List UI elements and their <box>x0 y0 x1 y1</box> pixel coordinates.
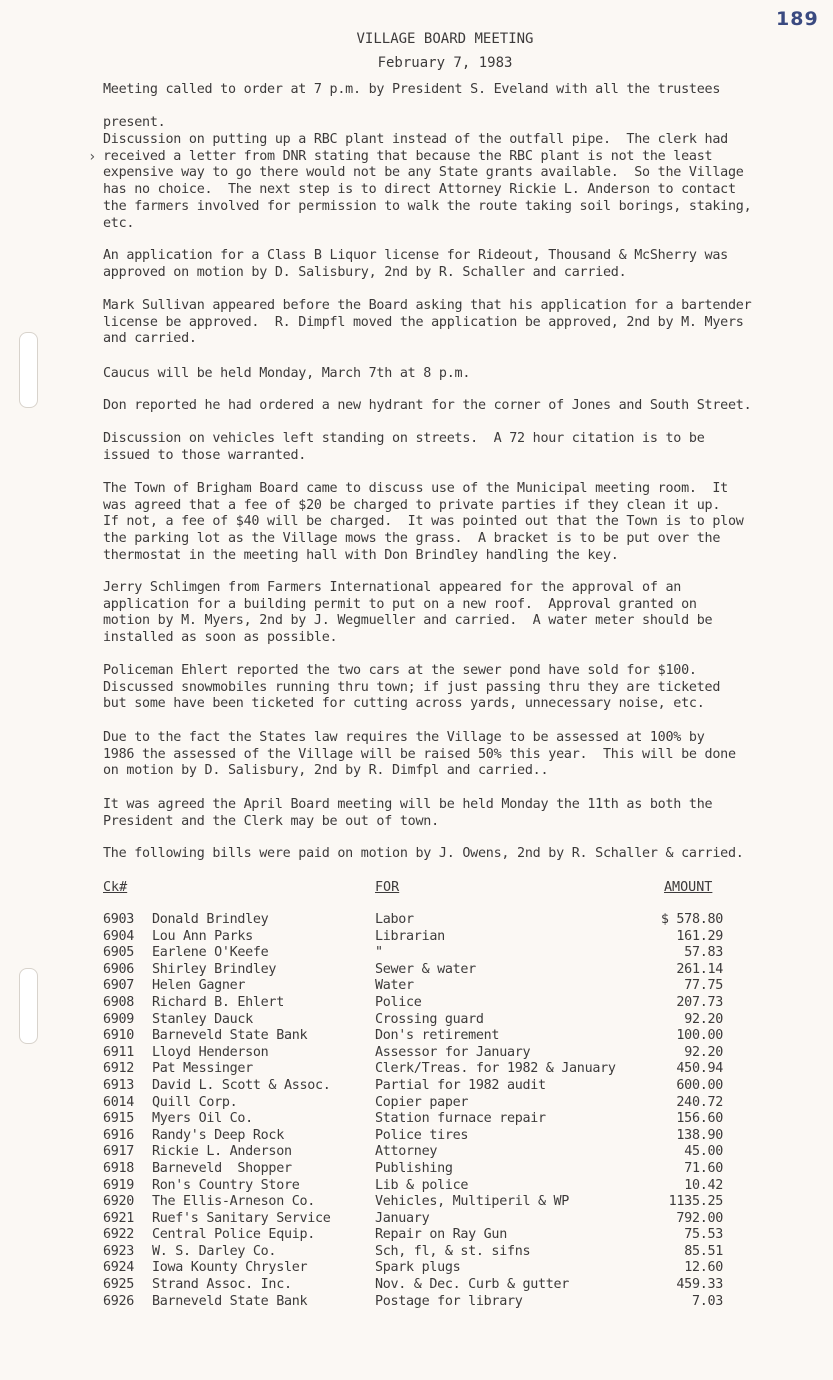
bill-purpose: Assessor for January <box>375 1044 531 1060</box>
bill-payee: David L. Scott & Assoc. <box>152 1077 331 1093</box>
bills-header-ck: Ck# <box>103 880 128 895</box>
bill-purpose: Clerk/Treas. for 1982 & January <box>375 1061 616 1077</box>
bill-row <box>0 962 833 979</box>
paragraph-rbc-plant: Discussion on putting up a RBC plant instead of the outfall pipe. The clerk had received a letter from DNR stating that because the RBC plant is not the least expensive way to go there would not be any State grants available. So the Village has no choice. The next step is to direct Attorney Rickie L. Anderson to contact the farmers involved for permission to walk the route taking soil borings, staking, etc. <box>103 132 752 231</box>
bill-row <box>0 1244 833 1261</box>
bill-check-number: 6907 <box>103 978 135 994</box>
bill-row <box>0 1061 833 1078</box>
bill-amount: 450.94 <box>676 1061 723 1077</box>
bill-amount: 261.14 <box>676 961 723 977</box>
bills-header-for: FOR <box>375 880 400 895</box>
bill-check-number: 6924 <box>103 1260 135 1276</box>
bill-check-number: 6910 <box>103 1028 135 1044</box>
bill-row <box>0 1194 833 1211</box>
paragraph-bills-motion: The following bills were paid on motion by J. Owens, 2nd by R. Schaller & carried. <box>103 846 744 861</box>
bill-row <box>0 1045 833 1062</box>
bill-amount: 92.20 <box>684 1044 723 1060</box>
bill-row <box>0 1294 833 1311</box>
bill-row <box>0 1260 833 1277</box>
bill-amount: 92.20 <box>684 1011 723 1027</box>
bill-purpose: Sch, fl, & st. sifns <box>375 1243 531 1259</box>
bill-purpose: Attorney <box>375 1144 438 1160</box>
bill-row <box>0 1227 833 1244</box>
bill-payee: Barneveld State Bank <box>152 1028 308 1044</box>
bill-payee: Barneveld Shopper <box>152 1160 292 1176</box>
bill-payee: Central Police Equip. <box>152 1227 315 1243</box>
paragraph-vehicles: Discussion on vehicles left standing on streets. A 72 hour citation is to be issued to those warranted. <box>103 431 705 463</box>
bill-purpose: Police tires <box>375 1127 469 1143</box>
bill-payee: Helen Gagner <box>152 978 246 994</box>
bill-amount: 138.90 <box>676 1127 723 1143</box>
bill-check-number: 6014 <box>103 1094 135 1110</box>
bill-amount: 85.51 <box>684 1243 723 1259</box>
bill-row <box>0 1028 833 1045</box>
paragraph-assessment: Due to the fact the States law requires the Village to be assessed at 100% by 1986 the assessed of the Village will be raised 50% this year. This will be done on motion by D. Salisbury, 2nd by R. Dimfpl and carried.. <box>103 730 736 779</box>
bill-amount: 75.53 <box>684 1227 723 1243</box>
bill-check-number: 6911 <box>103 1044 135 1060</box>
paragraph-hydrant: Don reported he had ordered a new hydrant for the corner of Jones and South Street. <box>103 398 752 413</box>
paragraph-liquor-license: An application for a Class B Liquor license for Rideout, Thousand & McSherry was approved on motion by D. Salisbury, 2nd by R. Schaller and carried. <box>103 248 728 280</box>
bill-check-number: 6918 <box>103 1160 135 1176</box>
bill-payee: Barneveld State Bank <box>152 1293 308 1309</box>
bill-purpose: Partial for 1982 audit <box>375 1077 546 1093</box>
bill-payee: Strand Assoc. Inc. <box>152 1277 292 1293</box>
bill-payee: Donald Brindley <box>152 912 269 927</box>
bill-amount: 207.73 <box>676 994 723 1010</box>
bill-purpose: Publishing <box>375 1160 453 1176</box>
bill-amount: 792.00 <box>676 1210 723 1226</box>
bill-row <box>0 1144 833 1161</box>
page-number: 189 <box>776 8 819 30</box>
bill-row <box>0 1277 833 1294</box>
bill-check-number: 6916 <box>103 1127 135 1143</box>
bill-purpose: Postage for library <box>375 1293 523 1309</box>
bill-row <box>0 1111 833 1128</box>
handwritten-tick-mark: › <box>88 149 97 165</box>
bill-check-number: 6919 <box>103 1177 135 1193</box>
bill-check-number: 6904 <box>103 928 135 944</box>
bill-payee: Quill Corp. <box>152 1094 238 1110</box>
bill-payee: Earlene O'Keefe <box>152 945 269 961</box>
bill-purpose: Water <box>375 978 414 994</box>
bill-amount: 1135.25 <box>668 1194 723 1210</box>
bill-check-number: 6921 <box>103 1210 135 1226</box>
bill-row <box>0 945 833 962</box>
bill-row <box>0 1012 833 1029</box>
bill-row <box>0 1178 833 1195</box>
bill-check-number: 6903 <box>103 912 135 927</box>
bill-amount: $ 578.80 <box>660 912 723 927</box>
bill-payee: Shirley Brindley <box>152 961 277 977</box>
bill-purpose: Librarian <box>375 928 445 944</box>
bill-amount: 156.60 <box>676 1111 723 1127</box>
bill-row <box>0 929 833 946</box>
bill-purpose: January <box>375 1210 430 1226</box>
bill-check-number: 6926 <box>103 1293 135 1309</box>
meeting-date: February 7, 1983 <box>377 55 513 71</box>
bill-row <box>0 1095 833 1112</box>
paragraph-bartender-license: Mark Sullivan appeared before the Board asking that his application for a bartender license be approved. R. Dimpfl moved the application be approved, 2nd by M. Myers and carried. <box>103 298 752 347</box>
bill-row <box>0 1161 833 1178</box>
bill-payee: Lloyd Henderson <box>152 1044 269 1060</box>
paragraph-call-to-order: Meeting called to order at 7 p.m. by President S. Eveland with all the trustees present. <box>103 82 721 131</box>
bill-amount: 57.83 <box>684 945 723 961</box>
bill-row <box>0 1211 833 1228</box>
bill-amount: 459.33 <box>676 1277 723 1293</box>
bills-header-amount: AMOUNT <box>664 880 713 895</box>
bill-amount: 45.00 <box>684 1144 723 1160</box>
bill-purpose: Nov. & Dec. Curb & gutter <box>375 1277 570 1293</box>
bill-payee: Stanley Dauck <box>152 1011 253 1027</box>
bill-amount: 161.29 <box>676 928 723 944</box>
bill-amount: 12.60 <box>684 1260 723 1276</box>
bill-payee: W. S. Darley Co. <box>152 1243 277 1259</box>
bill-purpose: Vehicles, Multiperil & WP <box>375 1194 570 1210</box>
bill-payee: Randy's Deep Rock <box>152 1127 284 1143</box>
binder-hole <box>19 332 38 408</box>
bill-check-number: 6905 <box>103 945 135 961</box>
bill-row <box>0 978 833 995</box>
bill-check-number: 6915 <box>103 1111 135 1127</box>
paragraph-meeting-room: The Town of Brigham Board came to discuss use of the Municipal meeting room. It was agreed that a fee of $20 be charged to private parties if they clean it up. If not, a fee of $40 will be charged. It was pointed out that the Town is to plow the parking lot as the Village mows the grass. A bracket is to be put over the thermostat in the meeting hall with Don Brindley handling the key. <box>103 481 744 563</box>
bill-amount: 7.03 <box>691 1293 723 1309</box>
bill-row <box>0 1078 833 1095</box>
document-title: VILLAGE BOARD MEETING <box>356 31 534 47</box>
bill-check-number: 6908 <box>103 994 135 1010</box>
bill-check-number: 6917 <box>103 1144 135 1160</box>
bill-check-number: 6906 <box>103 961 135 977</box>
bill-check-number: 6923 <box>103 1243 135 1259</box>
paragraph-building-permit: Jerry Schlimgen from Farmers International appeared for the approval of an application for a building permit to put on a new roof. Approval granted on motion by M. Myers, 2nd by J. Wegmueller and carried. A water meter should be installed as soon as possible. <box>103 580 713 646</box>
paragraph-caucus: Caucus will be held Monday, March 7th at 8 p.m. <box>103 366 471 381</box>
bill-check-number: 6922 <box>103 1227 135 1243</box>
bill-amount: 10.42 <box>684 1177 723 1193</box>
bill-purpose: Copier paper <box>375 1094 469 1110</box>
paragraph-police-report: Policeman Ehlert reported the two cars at the sewer pond have sold for $100. Discussed snowmobiles running thru town; if just passing thru they are ticketed but some have been ticketed for cutting across yards, unnecessary noise, etc. <box>103 663 721 712</box>
bill-purpose: " <box>375 945 383 961</box>
bill-purpose: Labor <box>375 912 414 927</box>
bill-amount: 100.00 <box>676 1028 723 1044</box>
bill-purpose: Station furnace repair <box>375 1111 546 1127</box>
bill-purpose: Don's retirement <box>375 1028 500 1044</box>
bill-purpose: Repair on Ray Gun <box>375 1227 507 1243</box>
bill-amount: 77.75 <box>684 978 723 994</box>
bill-amount: 71.60 <box>684 1160 723 1176</box>
bill-payee: Iowa Kounty Chrysler <box>152 1260 308 1276</box>
bill-check-number: 6909 <box>103 1011 135 1027</box>
bill-amount: 600.00 <box>676 1077 723 1093</box>
bill-amount: 240.72 <box>676 1094 723 1110</box>
bill-check-number: 6925 <box>103 1277 135 1293</box>
bill-payee: Ron's Country Store <box>152 1177 300 1193</box>
bill-payee: Rickie L. Anderson <box>152 1144 292 1160</box>
bill-payee: Pat Messinger <box>152 1061 253 1077</box>
bill-row <box>0 1128 833 1145</box>
bill-payee: The Ellis-Arneson Co. <box>152 1194 315 1210</box>
bill-check-number: 6912 <box>103 1061 135 1077</box>
bill-row <box>0 995 833 1012</box>
bills-table <box>0 912 833 1310</box>
bill-payee: Myers Oil Co. <box>152 1111 253 1127</box>
paragraph-april-meeting: It was agreed the April Board meeting will be held Monday the 11th as both the President and the Clerk may be out of town. <box>103 797 713 829</box>
bill-payee: Ruef's Sanitary Service <box>152 1210 331 1226</box>
bill-payee: Richard B. Ehlert <box>152 994 284 1010</box>
bill-purpose: Spark plugs <box>375 1260 461 1276</box>
bill-purpose: Lib & police <box>375 1177 469 1193</box>
bill-row <box>0 912 833 929</box>
bill-payee: Lou Ann Parks <box>152 928 253 944</box>
bill-purpose: Sewer & water <box>375 961 476 977</box>
bill-check-number: 6920 <box>103 1194 135 1210</box>
bill-purpose: Police <box>375 994 422 1010</box>
bill-check-number: 6913 <box>103 1077 135 1093</box>
bill-purpose: Crossing guard <box>375 1011 484 1027</box>
